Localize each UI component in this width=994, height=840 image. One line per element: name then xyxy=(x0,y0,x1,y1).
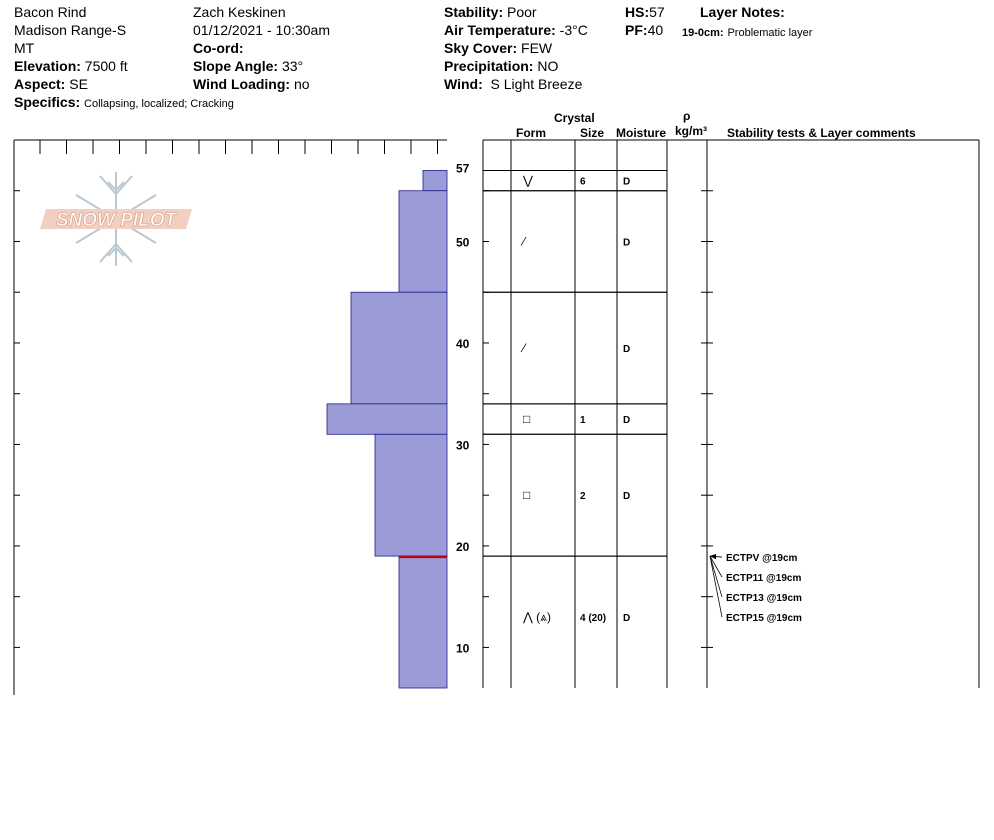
hs-label: HS: xyxy=(625,4,650,20)
layer-moisture-3: D xyxy=(623,415,631,427)
wind-loading-value: no xyxy=(293,76,310,92)
stability-test-label-2: ECTP13 @19cm xyxy=(726,593,802,605)
hardness-bar-2 xyxy=(351,292,447,404)
layer-notes-label: Layer Notes: xyxy=(700,4,785,20)
stability-label: Stability: xyxy=(444,4,504,20)
logo-text: SNOW PILOT xyxy=(55,210,177,231)
stability-test-arrow-3 xyxy=(710,556,722,617)
stability-test-label-0: ECTPV @19cm xyxy=(726,553,798,565)
layer-form-3: □ xyxy=(523,412,531,427)
elevation-value: 7500 ft xyxy=(84,58,128,74)
stability-test-arrow-2 xyxy=(710,556,722,597)
stability-comments-header: Stability tests & Layer comments xyxy=(727,126,916,140)
layer-moisture-4: D xyxy=(623,491,631,503)
state: MT xyxy=(14,40,35,56)
stability-test-label-3: ECTP15 @19cm xyxy=(726,613,802,625)
layer-form-0: ⋁ xyxy=(523,173,533,188)
date-time: 01/12/2021 - 10:30am xyxy=(193,22,330,38)
hardness-bar-3 xyxy=(327,404,447,434)
sky-label: Sky Cover: xyxy=(444,40,518,56)
layer-note-text: Problematic layer xyxy=(727,27,813,39)
pf-value: 40 xyxy=(647,22,664,38)
slope-value: 33° xyxy=(281,58,304,74)
layer-size-3: 1 xyxy=(580,415,586,427)
layer-form-4: □ xyxy=(523,488,531,503)
elevation-label: Elevation: xyxy=(14,58,81,74)
depth-tick-label: 20 xyxy=(456,539,470,554)
form-header: Form xyxy=(516,126,546,140)
specifics-label: Specifics: xyxy=(14,94,81,110)
aspect-value: SE xyxy=(69,76,88,92)
hardness-profile xyxy=(327,170,447,688)
depth-tick-label: 57 xyxy=(456,161,470,176)
layer-moisture-2: D xyxy=(623,344,631,356)
layer-size-4: 2 xyxy=(580,491,586,503)
stability-value: Poor xyxy=(507,4,537,20)
hs-value: 57 xyxy=(649,4,665,20)
hardness-bar-1 xyxy=(399,191,447,292)
precip-label: Precipitation: xyxy=(444,58,534,74)
wind-loading-label: Wind Loading: xyxy=(193,76,291,92)
observer: Zach Keskinen xyxy=(193,4,286,20)
aspect-label: Aspect: xyxy=(14,76,66,92)
precip-value: NO xyxy=(537,58,559,74)
pf-label: PF: xyxy=(625,22,648,38)
air-temp-label: Air Temperature: xyxy=(444,22,556,38)
air-temp-value: -3°C xyxy=(559,22,588,38)
hardness-bar-5 xyxy=(399,556,447,688)
slope-label: Slope Angle: xyxy=(193,58,279,74)
layer-size-0: 6 xyxy=(580,176,586,188)
mountain-range: Madison Range-S xyxy=(14,22,127,38)
layer-note-depth: 19-0cm: xyxy=(682,27,724,39)
density-symbol: ρ xyxy=(683,109,691,123)
stability-tests xyxy=(710,553,802,624)
layer-form-2: ⁄ xyxy=(523,341,526,356)
density-unit: kg/m³ xyxy=(675,124,708,138)
layer-moisture-5: D xyxy=(623,612,631,624)
depth-tick-label: 10 xyxy=(456,641,470,656)
snowpilot-logo xyxy=(40,172,192,266)
sky-value: FEW xyxy=(521,40,553,56)
depth-tick-label: 50 xyxy=(456,235,470,250)
moisture-header: Moisture xyxy=(616,126,667,140)
layer-table xyxy=(483,140,979,688)
layer-moisture-1: D xyxy=(623,237,631,249)
hardness-bar-0 xyxy=(423,170,447,190)
wind-value: S Light Breeze xyxy=(490,76,583,92)
location-name: Bacon Rind xyxy=(14,4,87,20)
coord-label: Co-ord: xyxy=(193,40,244,56)
specifics-value: Collapsing, localized; Cracking xyxy=(84,98,234,110)
depth-tick-label: 40 xyxy=(456,336,470,351)
hardness-bar-4 xyxy=(375,434,447,556)
layer-form-5: ⋀ (⩓) xyxy=(523,609,551,624)
crystal-header: Crystal xyxy=(554,111,595,125)
layer-form-1: ⁄ xyxy=(523,234,526,249)
size-header: Size xyxy=(580,126,605,140)
layer-size-5: 4 (20) xyxy=(580,612,607,624)
stability-test-label-1: ECTP11 @19cm xyxy=(726,573,802,585)
layer-moisture-0: D xyxy=(623,176,631,188)
wind-label: Wind: xyxy=(444,76,483,92)
depth-tick-label: 30 xyxy=(456,438,470,453)
